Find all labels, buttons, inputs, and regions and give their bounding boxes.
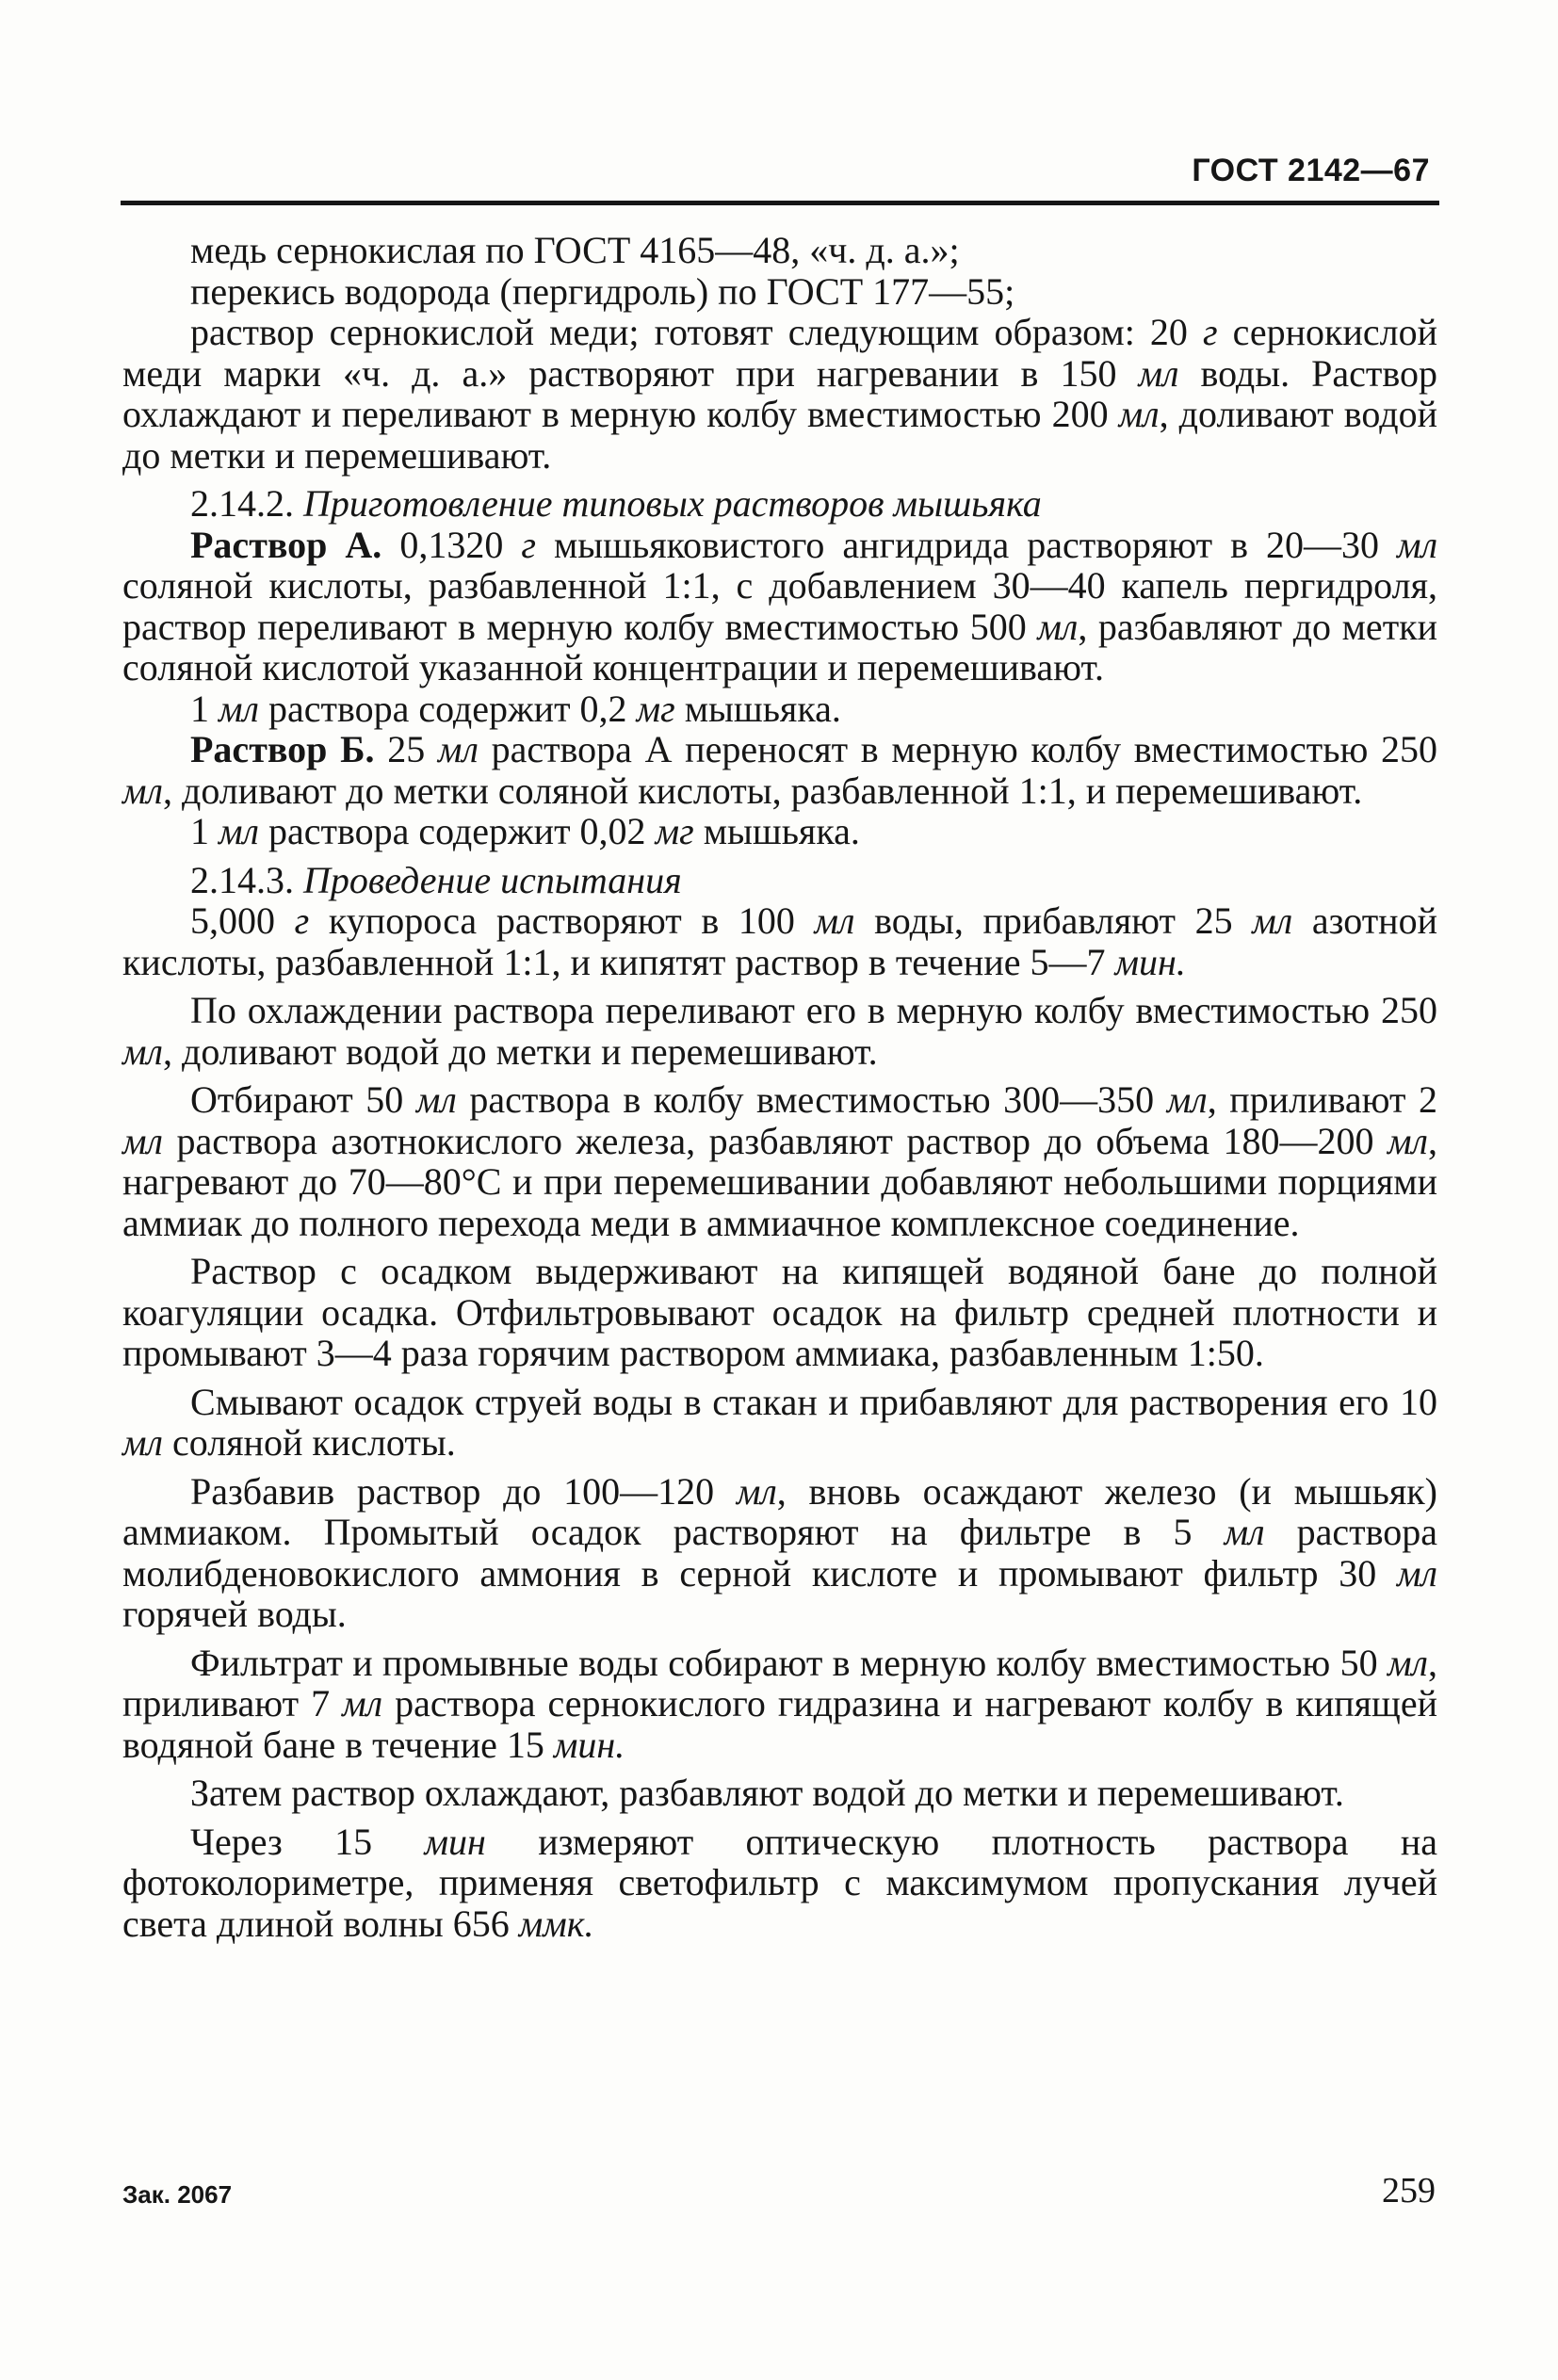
section-number: 2.14.3. <box>190 858 294 901</box>
procedure-paragraph: Затем раствор охлаждают, разбавляют водой до метки и перемешивают. <box>190 1772 1344 1814</box>
solution-label: Раствор Б. <box>190 728 375 770</box>
procedure-paragraph: Фильтрат и промывные воды собирают в мерную колбу вместимостью 50 мл, приливают 7 мл раствора сернокислого гидразина и нагревают колбу в кипящей водяной бане в течение 15 мин. <box>122 1641 1437 1766</box>
page-number: 259 <box>1382 2171 1436 2210</box>
procedure-paragraph: Разбавив раствор до 100—120 мл, вновь осаждают железо (и мышьяк) аммиаком. Промытый осадок растворяют на фильтре в 5 мл раствора молибденовокислого аммония в серной кислоте и промывают фильтр 30 мл горячей воды. <box>122 1469 1438 1635</box>
reagent-item: перекись водорода (пергидроль) по ГОСТ 177—55; <box>190 269 1015 313</box>
document-body <box>122 230 1437 1944</box>
solution-b-content: 1 мл раствора содержит 0,02 мг мышьяка. <box>190 810 860 852</box>
procedure-paragraph: По охлаждении раствора переливают его в мерную колбу вместимостью 250 мл, доливают водой до метки и перемешивают. <box>122 989 1437 1073</box>
page-header-title: ГОСТ 2142—67 <box>1192 153 1430 188</box>
section-title: Приготовление типовых растворов мышьяка <box>303 482 1042 525</box>
solution-label: Раствор А. <box>190 523 382 566</box>
section-heading <box>122 483 1437 525</box>
section-heading <box>122 860 1437 901</box>
procedure-paragraph: Через 15 мин измеряют оптическую плотность раствора на фотоколориметре, применяя светофильтр с максимумом пропускания лучей света длиной волны 656 ммк. <box>122 1820 1437 1945</box>
reagent-item: медь сернокислая по ГОСТ 4165—48, «ч. д. а.»; <box>190 229 960 271</box>
order-number: Зак. 2067 <box>122 2180 233 2209</box>
solution-a-content: 1 мл раствора содержит 0,2 мг мышьяка. <box>190 687 841 730</box>
procedure-paragraph: Раствор с осадком выдерживают на кипящей водяной бане до полной коагуляции осадка. Отфильтровывают осадок на фильтр средней плотности и промывают 3—4 раза горячим раствором аммиака, разбавленным 1:50. <box>122 1250 1437 1374</box>
solution-a-paragraph: Раствор А. 0,1320 г мышьяковистого ангидрида растворяют в 20—30 мл соляной кислоты, разбавленной 1:1, с добавлением 30—40 капель пергидроля, раствор переливают в мерную колбу вместимостью 500 мл, разбавляют до метки соляной кислотой указанной концентрации и перемешивают. <box>122 523 1438 688</box>
solution-b-paragraph: Раствор Б. 25 мл раствора А переносят в мерную колбу вместимостью 250 мл, доливают до метки соляной кислоты, разбавленной 1:1, и перемешивают. <box>122 728 1438 812</box>
procedure-paragraph: Смывают осадок струей воды в стакан и прибавляют для растворения его 10 мл соляной кислоты. <box>122 1380 1437 1464</box>
section-title: Проведение испытания <box>303 858 682 901</box>
reagent-item: раствор сернокислой меди; готовят следующим образом: 20 г сернокислой меди марки «ч. д. а.» растворяют при нагревании в 150 мл воды. Раствор охлаждают и переливают в мерную колбу вместимостью 200 мл, доливают водой до метки и перемешивают. <box>122 311 1438 477</box>
section-number: 2.14.2. <box>190 482 294 525</box>
procedure-paragraph: Отбирают 50 мл раствора в колбу вместимостью 300—350 мл, приливают 2 мл раствора азотнокислого железа, разбавляют раствор до объема 180—200 мл, нагревают до 70—80°C и при перемешивании добавляют небольшими порциями аммиак до полного перехода меди в аммиачное комплексное соединение. <box>122 1078 1437 1244</box>
procedure-paragraph: 5,000 г купороса растворяют в 100 мл воды, прибавляют 25 мл азотной кислоты, разбавленной 1:1, и кипятят раствор в течение 5—7 мин. <box>122 899 1437 983</box>
header-rule <box>121 201 1439 205</box>
